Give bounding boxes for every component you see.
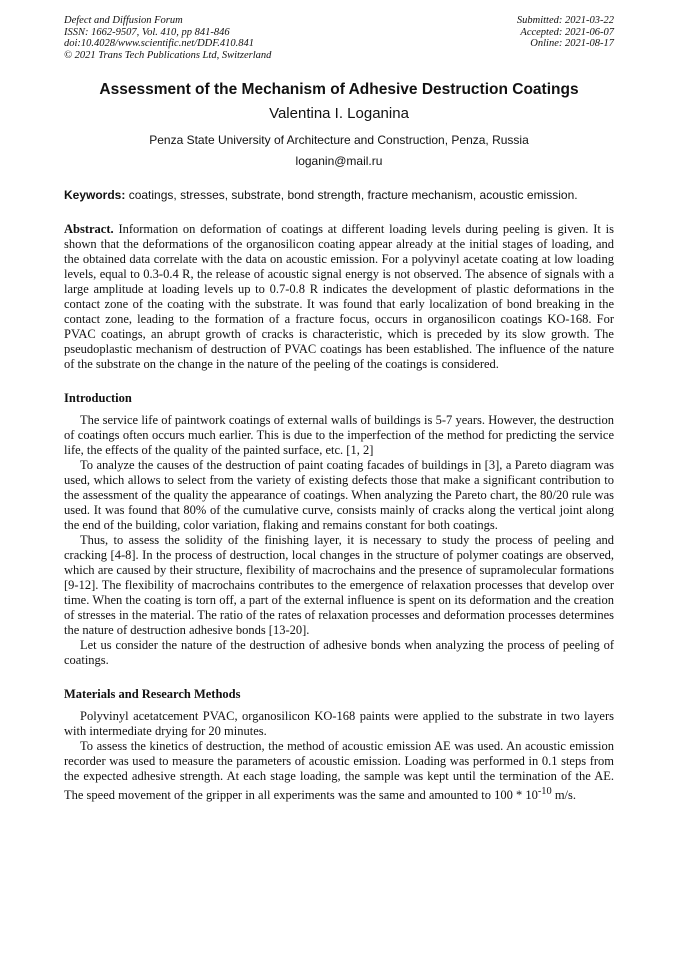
issn-line: ISSN: 1662-9507, Vol. 410, pp 841-846 bbox=[64, 26, 230, 38]
keywords bbox=[64, 188, 614, 202]
submitted-date: Submitted: 2021-03-22 bbox=[516, 15, 614, 26]
author-email: loganin@mail.ru bbox=[295, 154, 383, 168]
author-name: Valentina I. Loganina bbox=[269, 105, 409, 122]
abstract bbox=[64, 222, 614, 372]
intro-paragraph: The service life of paintwork coatings of external walls of buildings is 5-7 years. However, the destruction of coatings often occurs much earlier. This is due to the imperfection of the method for predicting the service life, the effects of the quality of the painted surface, etc. [1, 2] bbox=[64, 413, 614, 457]
journal-name: Defect and Diffusion Forum bbox=[64, 15, 183, 26]
methods-paragraph bbox=[64, 739, 614, 803]
abstract-text: Information on deformation of coatings at different loading levels during peeling is given. It is shown that the deformations of the organosilicon coating appear already at the initial stages of loading, and the obtained data correlate with the data on acoustic emission. For a polyvinyl acetate coating at low loading levels, equal to 0.3-0.4 R, the release of acoustic signal energy is not observed. The absence of signals with a large amplitude at loading levels up to 0.7-0.8 R indicates the development of plastic deformations in the contact zone of the coating with the substrate. It was found that early localization of bond breaking in the contact zone, leading to the formation of a fracture focus, occurs in organosilicon coatings KO-168. For PVAC coatings, an abrupt growth of cracks is characteristic, which is preceded by its slow growth. The pseudoplastic mechanism of destruction of PVAC coatings has been established. The influence of the nature of the substrate on the change in the nature of the peeling of the coatings is considered. bbox=[64, 222, 614, 371]
paper-title: Assessment of the Mechanism of Adhesive Destruction Coatings bbox=[99, 81, 579, 98]
speed-exponent: -10 bbox=[537, 786, 552, 797]
intro-paragraph: Let us consider the nature of the destruction of adhesive bonds when analyzing the process of peeling of coatings. bbox=[64, 638, 614, 667]
copyright-line: © 2021 Trans Tech Publications Ltd, Switzerland bbox=[64, 49, 272, 61]
online-date: Online: 2021-08-17 bbox=[530, 38, 614, 49]
methods-heading: Materials and Research Methods bbox=[64, 687, 241, 701]
abstract-label: Abstract. bbox=[64, 222, 114, 236]
speed-unit: m/s. bbox=[551, 788, 577, 803]
keywords-text: coatings, stresses, substrate, bond strength, fracture mechanism, acoustic emission. bbox=[128, 188, 578, 202]
keywords-label: Keywords: bbox=[64, 188, 126, 202]
doi-line: doi:10.4028/www.scientific.net/DDF.410.841 bbox=[64, 38, 255, 49]
title-block bbox=[64, 80, 614, 169]
affiliation: Penza State University of Architecture and Construction, Penza, Russia bbox=[149, 133, 529, 147]
intro-paragraph: To analyze the causes of the destruction of paint coating facades of buildings in [3], a Pareto diagram was used, which allows to select from the variety of existing defects those that make a significant contribution to the assessment of the quality the appearance of coatings. When analyzing the Pareto chart, the 80/20 rule was used. It was found that 80% of the cumulative curve, consists mainly of cracks along the vertical joint along the end of the building, color variation, flaking and remains constant for both coatings. bbox=[64, 458, 614, 532]
methods-paragraph: Polyvinyl acetatcement PVAC, organosilicon KO-168 paints were applied to the substrate in two layers with intermediate drying for 20 minutes. bbox=[64, 709, 614, 738]
submission-dates bbox=[517, 15, 614, 50]
accepted-date: Accepted: 2021-06-07 bbox=[520, 26, 614, 38]
intro-paragraph: Thus, to assess the solidity of the finishing layer, it is necessary to study the process of peeling and cracking [4-8]. In the process of destruction, local changes in the structure of polymer coatings are observed, which are caused by their structure, flexibility of macrochains and the presence of supramolecular formations [9-12]. The flexibility of macrochains contributes to the emergence of relaxation processes that develop over time. When the coating is torn off, a part of the external influence is spent on its deformation and the creation of stresses in the material. The ratio of the rates of relaxation processes and deformation processes determines the nature of destruction adhesive bonds [13-20]. bbox=[64, 533, 614, 637]
methods-paragraph-text: To assess the kinetics of destruction, the method of acoustic emission AE was used. An acoustic emission recorder was used to measure the parameters of acoustic emission. Loading was performed in 0.1 steps from the expected adhesive strength. At each stage loading, the sample was kept until the termination of the AE. The speed movement of the gripper in all experiments was the same and amounted to 100 * 10 bbox=[64, 739, 614, 803]
introduction-heading: Introduction bbox=[64, 391, 132, 405]
paper-body bbox=[64, 222, 614, 803]
journal-info bbox=[64, 15, 271, 61]
